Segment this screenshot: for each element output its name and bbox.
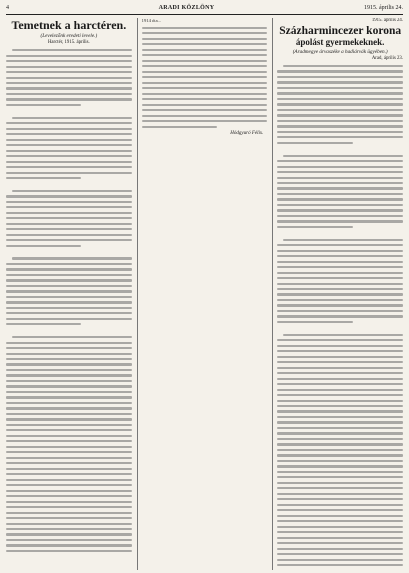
masthead-rule bbox=[6, 14, 403, 15]
right-top-date: 1915. április 24. bbox=[371, 18, 404, 23]
column-middle bbox=[137, 18, 268, 570]
paper-name: ARADI KÖZLÖNY bbox=[158, 5, 215, 11]
columns bbox=[6, 18, 403, 570]
right-article-subtitle: (Aradmegye árvaszéke a hadiárvák ügyében.) bbox=[292, 48, 388, 55]
right-article-headline: Százharmincezer korona bbox=[279, 25, 402, 37]
right-article-body bbox=[277, 65, 403, 570]
right-article-subheadline: ápolást gyermekeknek. bbox=[295, 37, 385, 48]
masthead bbox=[6, 4, 403, 12]
middle-article-body bbox=[142, 18, 268, 128]
column-right bbox=[272, 18, 403, 570]
page-number: 4 bbox=[6, 5, 9, 11]
middle-article-signature: Hódgyuró Félix. bbox=[230, 131, 264, 136]
left-article-subtitle: (Levelezőnk eredeti levele.) bbox=[40, 32, 98, 39]
left-article-dateline: Harctér, 1915. április. bbox=[47, 39, 90, 45]
column-left bbox=[6, 18, 132, 570]
left-article-body bbox=[6, 49, 132, 552]
issue-date: 1915. április 24. bbox=[364, 5, 403, 11]
left-article-headline: Temetnek a harctéren. bbox=[11, 18, 127, 32]
right-article-dateline: Arad, április 23. bbox=[371, 55, 404, 61]
middle-lead-text: 1914 óta... bbox=[141, 18, 162, 23]
